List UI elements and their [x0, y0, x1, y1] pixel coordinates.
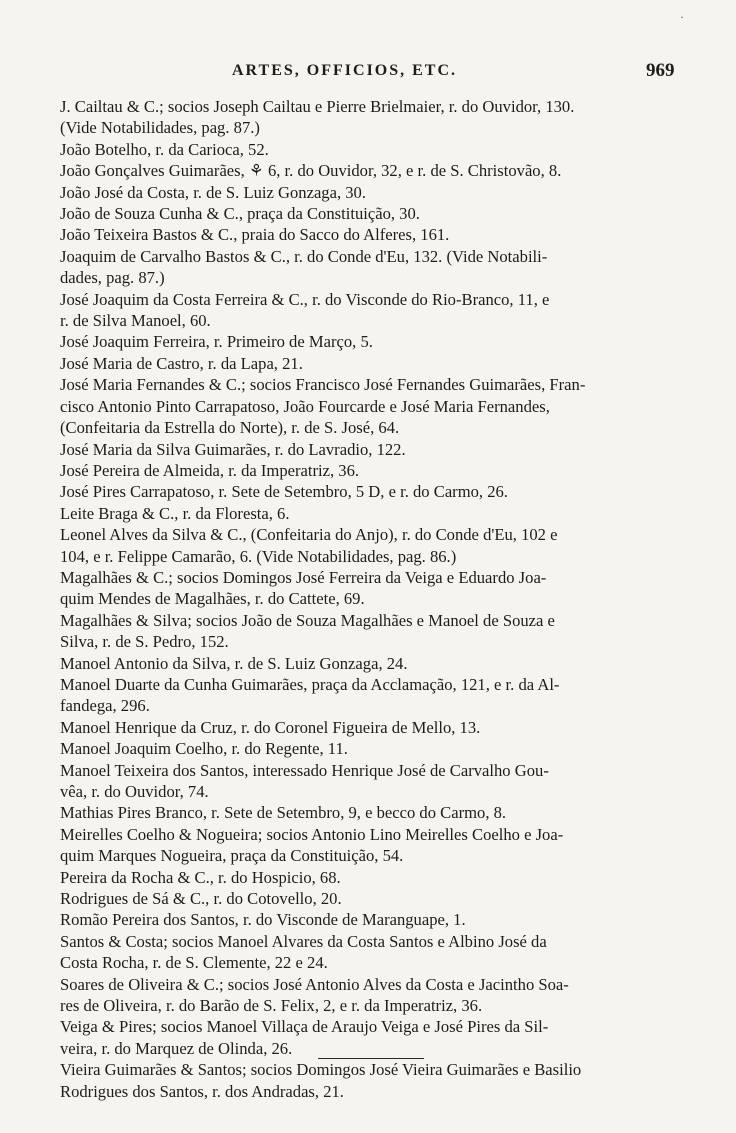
directory-entry [60, 481, 696, 502]
entry-line: Leite Braga & C., r. da Floresta, 6. [60, 503, 290, 523]
entry-continuation-line: res de Oliveira, r. do Barão de S. Felix, 2, e r. da Imperatriz, 36. [60, 996, 483, 1016]
entry-continuation-line: vêa, r. do Ouvidor, 74. [60, 782, 209, 801]
entry-line: Pereira da Rocha & C., r. do Hospicio, 68. [60, 867, 341, 887]
entry-line: Magalhães & Silva; socios João de Souza Magalhães e Manoel de Souza e [60, 610, 555, 630]
directory-entry [60, 203, 696, 224]
directory-entry [60, 139, 696, 160]
entry-continuation-line: veira, r. do Marquez de Olinda, 26. [60, 1038, 293, 1058]
directory-entry [60, 289, 696, 332]
entry-line: João Botelho, r. da Carioca, 52. [60, 139, 269, 159]
running-title: ARTES, OFFICIOS, ETC. [232, 62, 458, 79]
directory-entry [60, 888, 696, 909]
page-header [0, 62, 736, 90]
page-corner-mark: · [680, 10, 684, 24]
directory-entry [60, 974, 696, 1017]
directory-entry [60, 353, 696, 374]
entry-line: José Maria de Castro, r. da Lapa, 21. [60, 353, 303, 373]
entry-continuation-line: quim Marques Nogueira, praça da Constituição, 54. [60, 846, 404, 866]
entry-line: Leonel Alves da Silva & C., (Confeitaria do Anjo), r. do Conde d'Eu, 102 e [60, 525, 558, 545]
entry-line: João José da Costa, r. de S. Luiz Gonzaga, 30. [60, 182, 367, 202]
directory-entry [60, 160, 696, 181]
directory-entry [60, 331, 696, 352]
directory-entry [60, 1016, 696, 1059]
directory-entries [60, 96, 696, 1102]
entry-line: Rodrigues de Sá & C., r. do Cotovello, 20. [60, 889, 342, 909]
directory-entry [60, 909, 696, 930]
directory-entry [60, 503, 696, 524]
directory-entry [60, 1059, 696, 1102]
entry-continuation-line: Rodrigues dos Santos, r. dos Andradas, 21. [60, 1081, 344, 1101]
entry-continuation-line: dades, pag. 87.) [60, 268, 165, 288]
directory-entry [60, 674, 696, 717]
directory-entry [60, 246, 696, 289]
directory-entry [60, 374, 696, 438]
entry-continuation-line: r. de Silva Manoel, 60. [60, 311, 211, 331]
directory-entry [60, 524, 696, 567]
entry-line: Veiga & Pires; socios Manoel Villaça de Araujo Veiga e José Pires da Sil- [60, 1017, 549, 1037]
entry-line: José Pires Carrapatoso, r. Sete de Setembro, 5 D, e r. do Carmo, 26. [60, 482, 508, 502]
entry-line: Manoel Joaquim Coelho, r. do Regente, 11. [60, 739, 348, 759]
entry-line: Manoel Antonio da Silva, r. de S. Luiz Gonzaga, 24. [60, 653, 408, 673]
directory-entry [60, 653, 696, 674]
entry-line: João de Souza Cunha & C., praça da Constituição, 30. [60, 204, 420, 224]
entry-line: Manoel Teixeira dos Santos, interessado Henrique José de Carvalho Gou- [60, 760, 549, 780]
entry-line: Joaquim de Carvalho Bastos & C., r. do Conde d'Eu, 132. (Vide Notabili- [60, 246, 548, 266]
directory-entry [60, 610, 696, 653]
entry-line: José Pereira de Almeida, r. da Imperatriz, 36. [60, 460, 360, 480]
entry-line: Magalhães & C.; socios Domingos José Ferreira da Veiga e Eduardo Joa- [60, 567, 547, 587]
entry-line: Manoel Duarte da Cunha Guimarães, praça da Acclamação, 121, e r. da Al- [60, 674, 560, 694]
entry-continuation-line: (Confeitaria da Estrella do Norte), r. de S. José, 64. [60, 418, 400, 438]
entry-continuation-line: 104, e r. Felippe Camarão, 6. (Vide Notabilidades, pag. 86.) [60, 546, 457, 566]
page-number: 969 [646, 60, 675, 81]
directory-entry [60, 439, 696, 460]
entry-line: J. Cailtau & C.; socios Joseph Cailtau e Pierre Brielmaier, r. do Ouvidor, 130. [60, 97, 575, 116]
directory-entry [60, 567, 696, 610]
entry-continuation-line: quim Mendes de Magalhães, r. do Cattete, 69. [60, 589, 365, 609]
entry-line: Meirelles Coelho & Nogueira; socios Antonio Lino Meirelles Coelho e Joa- [60, 824, 564, 844]
directory-entry [60, 717, 696, 738]
entry-line: Soares de Oliveira & C.; socios José Antonio Alves da Costa e Jacintho Soa- [60, 974, 569, 994]
directory-entry [60, 738, 696, 759]
directory-entry [60, 824, 696, 867]
entry-line: Romão Pereira dos Santos, r. do Visconde de Maranguape, 1. [60, 910, 466, 930]
entry-line: Mathias Pires Branco, r. Sete de Setembro, 9, e becco do Carmo, 8. [60, 803, 507, 823]
entry-continuation-line: Costa Rocha, r. de S. Clemente, 22 e 24. [60, 953, 328, 973]
directory-entry [60, 802, 696, 823]
directory-entry [60, 931, 696, 974]
directory-entry [60, 760, 696, 803]
entry-continuation-line: (Vide Notabilidades, pag. 87.) [60, 118, 260, 138]
end-rule [318, 1058, 424, 1059]
entry-line: José Joaquim da Costa Ferreira & C., r. do Visconde do Rio-Branco, 11, e [60, 289, 550, 309]
entry-line: José Joaquim Ferreira, r. Primeiro de Março, 5. [60, 332, 373, 352]
entry-continuation-line: fandega, 296. [60, 696, 150, 716]
entry-line: José Maria da Silva Guimarães, r. do Lavradio, 122. [60, 439, 406, 459]
entry-line: João Teixeira Bastos & C., praia do Sacco do Alferes, 161. [60, 225, 450, 245]
entry-line: João Gonçalves Guimarães, ⚘ 6, r. do Ouvidor, 32, e r. de S. Christovão, 8. [60, 161, 562, 181]
entry-line: Vieira Guimarães & Santos; socios Domingos José Vieira Guimarães e Basilio [60, 1060, 582, 1080]
entry-continuation-line: Silva, r. de S. Pedro, 152. [60, 632, 229, 652]
entry-line: José Maria Fernandes & C.; socios Francisco José Fernandes Guimarães, Fran- [60, 375, 586, 395]
entry-continuation-line: cisco Antonio Pinto Carrapatoso, João Fourcarde e José Maria Fernandes, [60, 396, 550, 416]
entry-line: Manoel Henrique da Cruz, r. do Coronel Figueira de Mello, 13. [60, 717, 481, 737]
directory-entry [60, 96, 696, 139]
directory-entry [60, 224, 696, 245]
directory-entry [60, 460, 696, 481]
entry-line: Santos & Costa; socios Manoel Alvares da Costa Santos e Albino José da [60, 931, 547, 951]
directory-entry [60, 182, 696, 203]
directory-entry [60, 867, 696, 888]
